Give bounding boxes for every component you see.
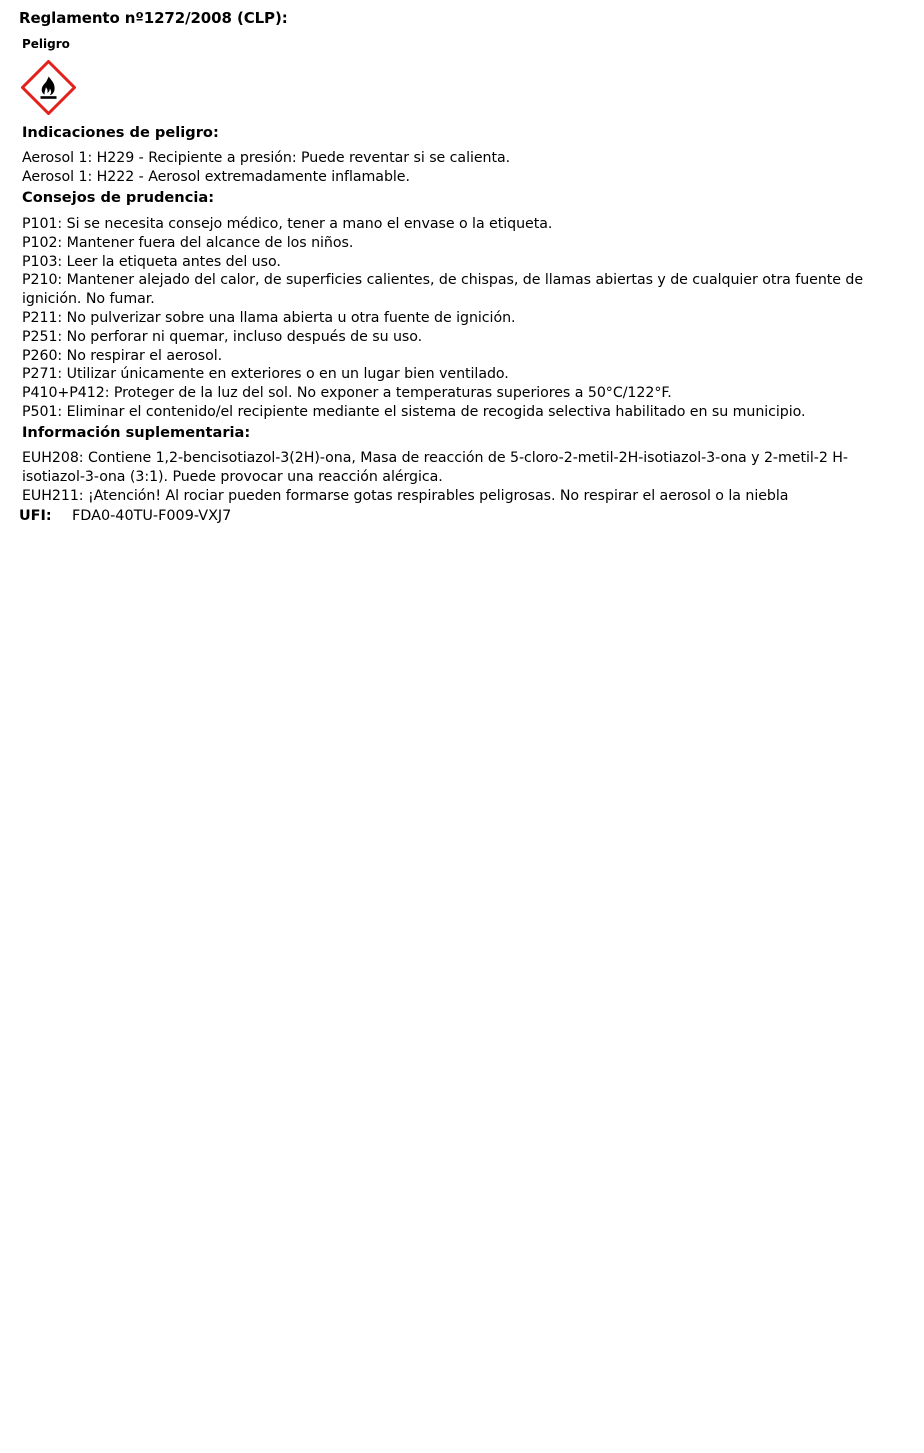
signal-word: Peligro [22,37,70,51]
supplementary-statement: EUH208: Contiene 1,2-bencisotiazol-3(2H)-ona, Masa de reacción de 5-cloro-2-metil-2H-isotiazol-3-ona y 2-metil-2 H-isotiazol-3-ona (3:1). Puede provocar una reacción alérgica. [22,450,848,485]
supplementary-info-heading: Información suplementaria: [22,424,251,441]
ufi-row [19,508,231,524]
ufi-label: UFI: [19,508,52,524]
precautionary-statement: P211: No pulverizar sobre una llama abierta u otra fuente de ignición. [22,309,516,326]
precautionary-statement: P210: Mantener alejado del calor, de superficies calientes, de chispas, de llamas abiertas y de cualquier otra fuente de ignición. No fumar. [22,272,864,308]
hazard-statement: Aerosol 1: H222 - Aerosol extremadamente inflamable. [22,168,410,185]
precautionary-statement: P501: Eliminar el contenido/el recipiente mediante el sistema de recogida selectiva habilitado en su municipio. [22,403,806,420]
precautionary-statement: P410+P412: Proteger de la luz del sol. No exponer a temperaturas superiores a 50°C/122°F. [22,385,672,402]
precautionary-statement: P102: Mantener fuera del alcance de los niños. [22,234,354,251]
supplementary-statement: EUH211: ¡Atención! Al rociar pueden formarse gotas respirables peligrosas. No respirar el aerosol o la niebla [22,487,789,504]
precautionary-statement: P103: Leer la etiqueta antes del uso. [22,253,281,270]
precautionary-statement: P271: Utilizar únicamente en exteriores o en un lugar bien ventilado. [22,366,509,383]
precautionary-statement: P251: No perforar ni quemar, incluso después de su uso. [22,328,423,345]
hazard-statements-list [22,149,906,187]
regulation-title: Reglamento nº1272/2008 (CLP): [19,9,288,27]
flame-hazard-icon [21,60,76,115]
hazard-statements-heading: Indicaciones de peligro: [22,124,219,141]
hazard-statement: Aerosol 1: H229 - Recipiente a presión: Puede reventar si se calienta. [22,150,511,166]
ufi-code: FDA0-40TU-F009-VXJ7 [72,508,232,524]
ghs-pictogram [21,60,76,115]
precautionary-statements-list [22,215,906,422]
precautionary-statement: P101: Si se necesita consejo médico, tener a mano el envase o la etiqueta. [22,216,553,232]
supplementary-info-list [22,449,906,505]
precautionary-statement: P260: No respirar el aerosol. [22,347,223,364]
precautionary-statements-heading: Consejos de prudencia: [22,189,215,206]
